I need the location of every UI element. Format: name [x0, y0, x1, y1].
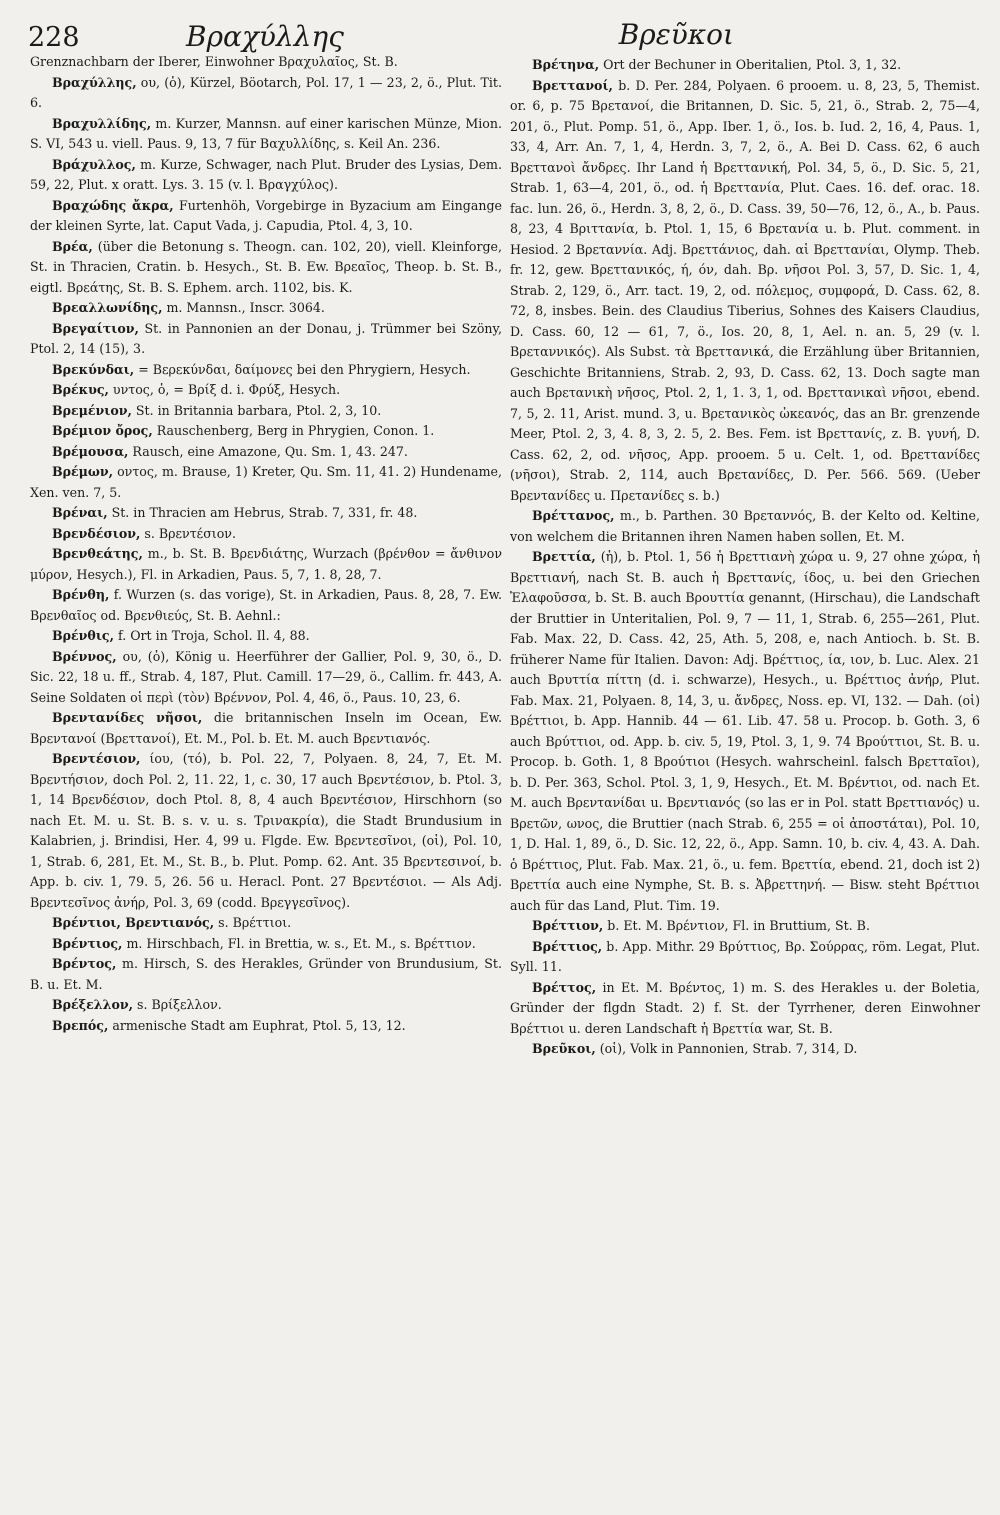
entry-text: (über die Betonung s. Theogn. can. 102, 20), viell. Kleinforge, St. in Thracien, Cratin. b. Hesych., St. B. Ew. Βρεαῖος, Theop. b. St. B., eigtl. Βρεάτης, St. B. S. Ephem. arch. 1102, bis. K. [30, 238, 502, 295]
entry-headword: Βρέττανος, [532, 508, 615, 523]
entry-headword: Βρεττανοί, [532, 77, 613, 93]
entry-text: m., b. Parthen. 30 Βρεταννός, B. der Kelto od. Keltine, von welchem die Britannen ihren Namen haben sollen, Et. M. [510, 508, 980, 544]
entry-headword: Βρενδέσιον, [52, 525, 141, 541]
entry-headword: Βρέντιος, [52, 935, 123, 951]
entry-headword: Βρέντιοι, Βρεντιανός, [52, 915, 215, 930]
entry-text: f. Wurzen (s. das vorige), St. in Arkadien, Paus. 8, 28, 7. Ew. Βρενθαῖος od. Βρενθιεύς, St. B. Aehnl.: [30, 587, 502, 623]
right-column [510, 55, 980, 1060]
dictionary-entry [30, 544, 502, 585]
dictionary-entry [510, 55, 980, 76]
entry-headword: Βρεγαίτιον, [52, 320, 139, 336]
entry-headword: Βρέα, [52, 238, 93, 254]
dictionary-entry [510, 916, 980, 937]
page-number: 228 [28, 22, 80, 53]
dictionary-entry [30, 155, 502, 196]
entry-text: m. Hirsch, S. des Herakles, Gründer von Brundusium, St. B. u. Et. M. [30, 956, 502, 992]
dictionary-entry [30, 401, 502, 422]
dictionary-entry [30, 319, 502, 360]
entry-headword: Βρέμουσα, [52, 443, 129, 459]
entry-headword: Βρέξελλον, [52, 997, 133, 1012]
dictionary-entry [30, 298, 502, 319]
entry-headword: Βρεκύνδαι, [52, 361, 135, 377]
dictionary-entry [510, 506, 980, 547]
entry-headword: Βραχύλλης, [52, 74, 137, 90]
dictionary-entry [30, 503, 502, 524]
left-column [30, 52, 502, 1036]
dictionary-entry [30, 524, 502, 545]
entry-text: s. Βρέττιοι. [218, 915, 292, 930]
entry-text: armenische Stadt am Euphrat, Ptol. 5, 13, 12. [112, 1017, 406, 1033]
entry-headword: Βρεῦκοι, [532, 1041, 596, 1056]
entry-text: m. Mannsn., Inscr. 3064. [166, 300, 325, 315]
right-running-head: Βρεῦκοι [618, 18, 734, 51]
entry-text: s. Βρεντέσιον. [144, 525, 236, 541]
dictionary-entry [30, 708, 502, 749]
entry-headword: Βρέττιον, [532, 918, 604, 933]
entry-headword: Βρέντος, [52, 956, 117, 971]
entry-text: Furtenhöh, Vorgebirge in Byzacium am Eingange der kleinen Syrte, lat. Caput Vada, j. Capudia, Ptol. 4, 3, 10. [30, 197, 502, 233]
entry-headword: Βρεντανίδες νῆσοι, [52, 710, 203, 725]
entry-headword: Βρέννος, [52, 648, 117, 664]
dictionary-entry [30, 995, 502, 1016]
entry-headword: Βρεμένιον, [52, 402, 132, 418]
entry-headword: Βρέμων, [52, 464, 114, 479]
entry-text: υντος, ὁ, = Βρίξ d. i. Φρύξ, Hesych. [112, 382, 341, 397]
entry-text: (ἡ), b. Ptol. 1, 56 ἡ Βρεττιανὴ χώρα u. 9, 27 ohne χώρα, ἡ Βρεττιανή, nach St. B. auch ἡ Βρεττανίς, ίδος, u. bei den Griechen Ἐλαφοῦσσα, b. St. B. auch Βρουττία genannt, (Hirschau), die Landschaft der Bruttier in Unteritalien, Pol. 9, 7 — 11, 1, Strab. 6, 255—261, Plut. Fab. Max. 22, D. Cass. 42, 25, Ath. 5, 208, e, nach Antioch. b. St. B. früherer Name für Italien. Davon: Adj. Βρέττιος, ία, ιον, b. Luc. Alex. 21 auch Βρυττία πίττη (d. i. schwarze), Hesych., u. Βρέττιος ἀνήρ, Plut. Fab. Max. 21, Polyaen. 8, 14, 3, u. ἄνδρες, Noss. ep. VI, 132. — Dah. (οἱ) Βρέττιοι, b. App. Hannib. 44 — 61. Lib. 47. 58 u. Procop. b. Goth. 3, 6 auch Βρύττιοι, od. App. b. civ. 5, 19, Ptol. 3, 1, 9. 74 Βρούττιοι, St. B. u. Procop. b. Goth. 1, 8 Βρούτιοι (Hesych. wahrscheinl. falsch Βρετταῖοι), b. D. Per. 363, Schol. Ptol. 3, 1, 9, Hesych., Et. M. Βρέντιοι, od. nach Et. M. auch Βρεντανίδαι u. Βρεντιανός (so las er in Pol. statt Βρεττιανός) u. Βρετῶν, ωνος, die Bruttier (nach Strab. 6, 255 = οἱ ἀποστάται), Pol. 10, 1, D. Hal. 1, 89, ö., D. Sic. 12, 22, ö., App. Samn. 10, b. civ. 4, 43. A. Dah. ὁ Βρέττιος, Plut. Fab. Max. 21, ö., u. fem. Βρεττία, ebend. 21, doch ist 2) Βρεττία auch eine Nymphe, St. B. s. Ἀβρεττηνή. — Bisw. steht Βρέττιοι auch für das Land, Plut. Tim. 19. [510, 549, 980, 913]
entry-text: Rauschenberg, Berg in Phrygien, Conon. 1. [156, 423, 435, 438]
dictionary-entry [30, 52, 502, 73]
entry-text: b. Et. M. Βρέντιον, Fl. in Bruttium, St. B. [607, 918, 870, 933]
dictionary-entry [510, 547, 980, 916]
entry-headword: Βρένθη, [52, 587, 110, 602]
entry-text: s. Βρίξελλον. [137, 997, 222, 1012]
dictionary-entry [30, 421, 502, 442]
entry-text: b. D. Per. 284, Polyaen. 6 prooem. u. 8, 23, 5, Themist. or. 6, p. 75 Βρετανοί, die Britannen, D. Sic. 5, 21, ö., Strab. 2, 75—4, 201, ö., Plut. Pomp. 51, ö., App. Iber. 1, ö., Ios. b. Iud. 2, 16, 4, Paus. 1, 33, 4, Arr. An. 7, 1, 4, Herdn. 3, 7, 2, ö., A. Bei D. Cass. 62, 6 auch Βρεττανοὶ ἄνδρες. Ihr Land ἡ Βρεττανική, Pol. 34, 5, ö., D. Sic. 5, 21, Strab. 1, 63—4, 201, ö., od. ἡ Βρεττανία, Plut. Caes. 16. def. orac. 18. fac. lun. 26, ö., Herdn. 3, 8, 2, ö., D. Cass. 39, 50—76, 12, ö., A., b. Paus. 8, 23, 4 Βριττανία, b. Ptol. 1, 15, 6 Βρετανία u. b. Plut. comment. in Hesiod. 2 Βρεταννία. Adj. Βρεττάνιος, dah. αἱ Βρεττανίαι, Olymp. Theb. fr. 12, gew. Βρεττανικός, ή, όν, dah. Βρ. νῆσοι Pol. 3, 57, D. Sic. 1, 4, Strab. 2, 129, ö., Arr. tact. 19, 2, od. πόλεμος, συμφορά, D. Cass. 62, 8. 72, 8, insbes. Bein. des Claudius Tiberius, Sohnes des Kaisers Claudius, D. Cass. 60, 12 — 61, 7, ö., Ios. 20, 8, 1, Ael. n. an. 5, 29 (v. l. Βρεταννικός). Als Subst. τὰ Βρεττανικά, die Erzählung über Britannien, Geschichte Britanniens, Strab. 2, 93, D. Cass. 62, 13. Doch sagte man auch Βρετανικὴ νῆσος, Ptol. 2, 1, 1. 3, 1, od. Βρεττανικαὶ νῆσοι, ebend. 7, 5, 2. 11, Arist. mund. 3, u. Βρετανικὸς ὠκεανός, das an Br. grenzende Meer, Ptol. 2, 3, 4. 8, 3, 2. 5, 2. Bes. Fem. ist Βρεττανίς, z. B. γυνή, D. Cass. 62, 2, od. νῆσος, App. prooem. 5 u. Celt. 1, od. Βρεττανίδες (νῆσοι), Strab. 2, 114, auch Βρετανίδες, D. Per. 566. 569. (Ueber Βρεντανίδες u. Πρετανίδες s. b.) [510, 77, 980, 503]
entry-headword: Βράχυλλος, [52, 156, 136, 172]
dictionary-entry [30, 1016, 502, 1037]
entry-text: St. in Britannia barbara, Ptol. 2, 3, 10. [135, 402, 382, 418]
entry-text: m., b. St. B. Βρενδιάτης, Wurzach (βρένθον = ἄνθινον μύρον, Hesych.), Fl. in Arkadien, Paus. 5, 7, 1. 8, 28, 7. [30, 546, 502, 582]
entry-text: in Et. M. Βρέντος, 1) m. S. des Herakles u. der Boletia, Gründer der flgdn Stadt. 2) f. St. der Tyrrhener, deren Einwohner Βρέττιοι u. deren Landschaft ἡ Βρεττία war, St. B. [510, 979, 980, 1036]
entry-headword: Βρέμιον ὄρος, [52, 423, 153, 438]
entry-text: f. Ort in Troja, Schol. Il. 4, 88. [117, 628, 310, 643]
left-running-head: Βραχύλλης [186, 20, 344, 53]
entry-text: m. Kurzer, Mannsn. auf einer karischen Münze, Mion. S. VI, 543 u. viell. Paus. 9, 13, 7 für Βαχυλλίδης, s. Keil An. 236. [30, 115, 502, 151]
dictionary-entry [30, 913, 502, 934]
entry-headword: Βραχώδης ἄκρα, [52, 197, 174, 213]
dictionary-entry [30, 73, 502, 114]
entry-headword: Βρεντέσιον, [52, 751, 141, 766]
entry-text: die britannischen Inseln im Ocean, Ew. Βρεντανοί (Βρεττανοί), Et. M., Pol. b. Et. M. auch Βρεντιανός. [30, 710, 502, 746]
entry-headword: Βρέναι, [52, 505, 108, 520]
dictionary-entry [510, 1039, 980, 1060]
entry-text: ου, (ὁ), Kürzel, Böotarch, Pol. 17, 1 — 23, 2, ö., Plut. Tit. 6. [30, 74, 502, 110]
entry-text: = Βερεκύνδαι, δαίμονες bei den Phrygiern, Hesych. [138, 361, 471, 377]
dictionary-entry [30, 934, 502, 955]
dictionary-entry [510, 937, 980, 978]
dictionary-entry [510, 978, 980, 1040]
dictionary-entry [30, 626, 502, 647]
entry-text: ίου, (τό), b. Pol. 22, 7, Polyaen. 8, 24, 7, Et. M. Βρεντήσιον, doch Pol. 2, 11. 22, 1, c. 30, 17 auch Βρεντέσιον, b. Ptol. 3, 1, 14 Βρενδέσιον, doch Ptol. 8, 8, 4 auch Βρεντέσιον, Hirschhorn (so nach Et. M. u. St. B. s. v. u. s. Τρινακρία), die Stadt Brundusium in Kalabrien, j. Brindisi, Her. 4, 99 u. Flgde. Ew. Βρεντεσῖνοι, (οἱ), Pol. 10, 1, Strab. 6, 281, Et. M., St. B., b. Plut. Pomp. 62. Ant. 35 Βρεντεσινοί, b. App. b. civ. 1, 79. 5, 26. 56 u. Heracl. Pont. 27 Βρεντέσιοι. — Als Adj. Βρεντεσῖνος ἀνήρ, Pol. 3, 69 (codd. Βρεγγεσῖνος). [30, 751, 502, 910]
entry-text: (οἱ), Volk in Pannonien, Strab. 7, 314, D. [599, 1041, 858, 1056]
dictionary-entry [30, 360, 502, 381]
entry-text: St. in Thracien am Hebrus, Strab. 7, 331, fr. 48. [111, 505, 418, 520]
entry-headword: Βραχυλλίδης, [52, 115, 152, 131]
dictionary-entry [30, 585, 502, 626]
dictionary-entry [30, 114, 502, 155]
entry-headword: Βρένθις, [52, 628, 114, 643]
dictionary-entry [30, 954, 502, 995]
entry-text: οντος, m. Brause, 1) Kreter, Qu. Sm. 11, 41. 2) Hundename, Xen. ven. 7, 5. [30, 464, 502, 500]
entry-text: Grenznachbarn der Iberer, Einwohner Βραχυλαῖος, St. B. [30, 54, 398, 69]
dictionary-entry [30, 442, 502, 463]
entry-text: Rausch, eine Amazone, Qu. Sm. 1, 43. 247. [132, 443, 408, 459]
entry-headword: Βρενθεάτης, [52, 546, 143, 561]
entry-headword: Βρέττιος, [532, 938, 603, 954]
entry-headword: Βρέτηνα, [532, 57, 600, 72]
entry-headword: Βρεττία, [532, 549, 596, 564]
entry-headword: Βρεπός, [52, 1017, 109, 1033]
dictionary-entry [30, 749, 502, 913]
entry-text: b. App. Mithr. 29 Βρύττιος, Βρ. Σούρρας, röm. Legat, Plut. Syll. 11. [510, 938, 980, 974]
dictionary-entry [30, 380, 502, 401]
entry-headword: Βρέττος, [532, 979, 597, 995]
entry-headword: Βρέκυς, [52, 382, 109, 397]
entry-text: St. in Pannonien an der Donau, j. Trümmer bei Szöny, Ptol. 2, 14 (15), 3. [30, 320, 502, 356]
entry-text: Ort der Bechuner in Oberitalien, Ptol. 3, 1, 32. [603, 57, 902, 72]
dictionary-entry [30, 237, 502, 299]
dictionary-entry [30, 462, 502, 503]
dictionary-entry [30, 196, 502, 237]
dictionary-entry [30, 647, 502, 709]
dictionary-entry [510, 76, 980, 507]
entry-text: ου, (ὁ), König u. Heerführer der Gallier, Pol. 9, 30, ö., D. Sic. 22, 18 u. ff., Strab. 4, 187, Plut. Camill. 17—29, ö., Callim. fr. 443, A. Seine Soldaten οἱ περὶ (τὸν) Βρέννον, Pol. 4, 46, ö., Paus. 10, 23, 6. [30, 648, 502, 705]
entry-headword: Βρεαλλωνίδης, [52, 300, 163, 315]
entry-text: m. Kurze, Schwager, nach Plut. Bruder des Lysias, Dem. 59, 22, Plut. x oratt. Lys. 3. 15 (v. l. Βραγχύλος). [30, 156, 502, 192]
entry-text: m. Hirschbach, Fl. in Brettia, w. s., Et. M., s. Βρέττιον. [126, 935, 476, 951]
